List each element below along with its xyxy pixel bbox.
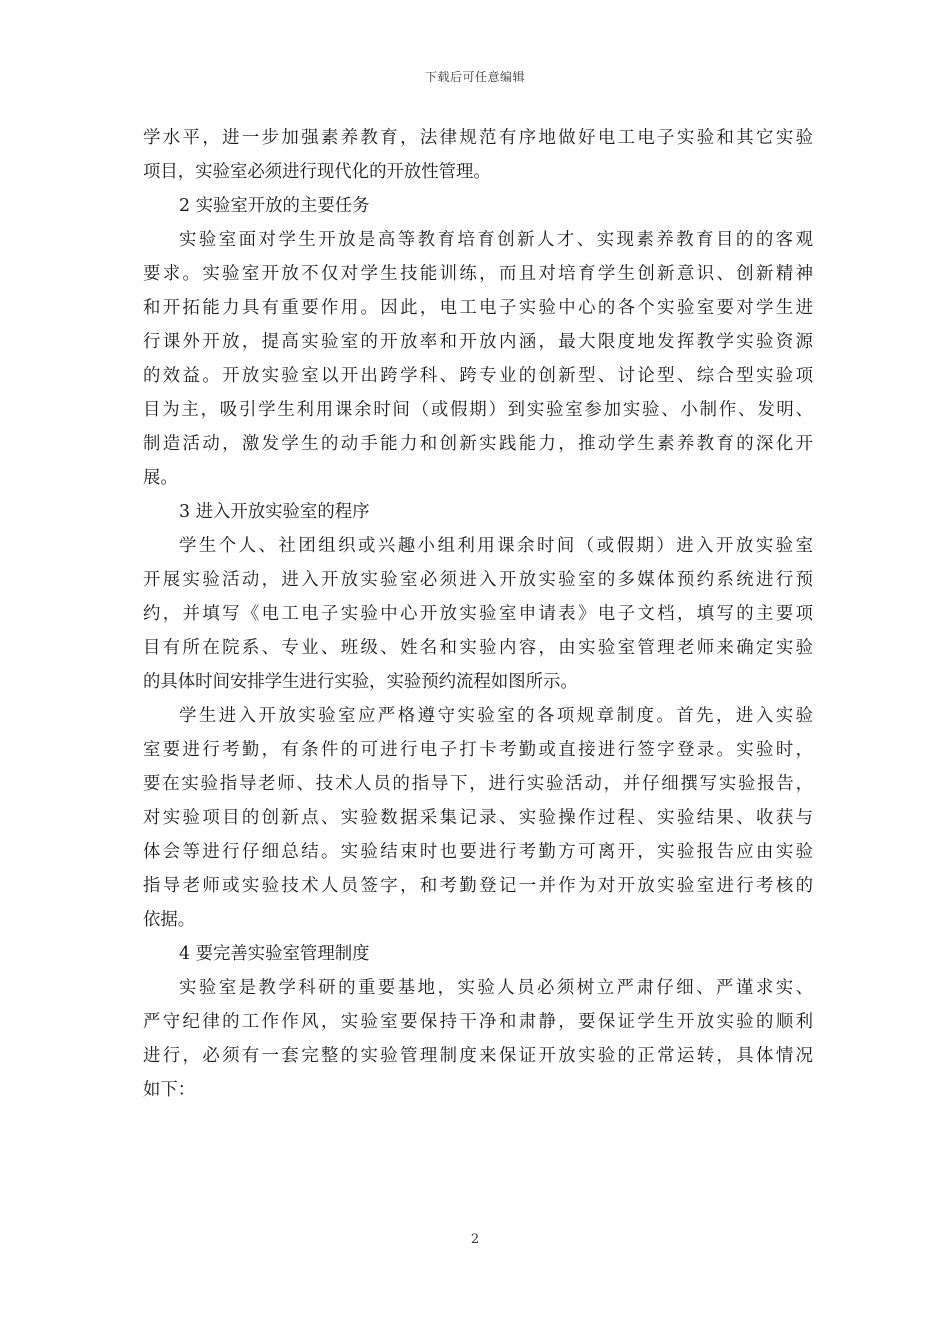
text-line: 的具体时间安排学生进行实验，实验预约流程如图所示。 — [143, 672, 578, 692]
text-line: 制造活动，激发学生的动手能力和创新实践能力，推动学生素养教育的深化开 — [143, 434, 813, 454]
body-text — [143, 121, 813, 1107]
text-line: 严守纪律的工作作风，实验室要保持干净和肃静，要保证学生开放实验的顺利 — [143, 1012, 813, 1032]
text-line: 项目，实验室必须进行现代化的开放性管理。 — [143, 162, 491, 182]
text-line: 室要进行考勤，有条件的可进行电子打卡考勤或直接进行签字登录。实验时， — [143, 740, 813, 760]
text-line: 体会等进行仔细总结。实验结束时也要进行考勤方可离开，实验报告应由实验 — [143, 842, 813, 862]
text-line: 学生个人、社团组织或兴趣小组利用课余时间（或假期）进入开放实验室 — [179, 536, 813, 556]
text-line: 要求。实验室开放不仅对学生技能训练，而且对培育学生创新意识、创新精神 — [143, 264, 813, 284]
text-line: 依据。 — [143, 910, 196, 930]
text-line: 目为主，吸引学生利用课余时间（或假期）到实验室参加实验、小制作、发明、 — [143, 400, 813, 420]
section-heading: 3 进入开放实验室的程序 — [179, 502, 370, 522]
text-line: 对实验项目的创新点、实验数据采集记录、实验操作过程、实验结果、收获与 — [143, 808, 813, 828]
text-line: 如下： — [143, 1080, 196, 1100]
page-header: 下载后可任意编辑 — [424, 70, 525, 84]
section-heading: 2 实验室开放的主要任务 — [179, 196, 370, 216]
page-number: 2 — [470, 1232, 480, 1247]
text-line: 约，并填写《电工电子实验中心开放实验室申请表》电子文档，填写的主要项 — [143, 604, 813, 624]
text-line: 指导老师或实验技术人员签字，和考勤登记一并作为对开放实验室进行考核的 — [143, 876, 813, 896]
text-line: 学生进入开放实验室应严格遵守实验室的各项规章制度。首先，进入实验 — [179, 706, 813, 726]
text-line: 实验室面对学生开放是高等教育培育创新人才、实现素养教育目的的客观 — [179, 230, 813, 250]
text-line: 和开拓能力具有重要作用。因此，电工电子实验中心的各个实验室要对学生进 — [143, 298, 813, 318]
text-line: 行课外开放，提高实验室的开放率和开放内涵，最大限度地发挥教学实验资源 — [143, 332, 813, 352]
text-line: 目有所在院系、专业、班级、姓名和实验内容，由实验室管理老师来确定实验 — [143, 638, 813, 658]
text-line: 进行，必须有一套完整的实验管理制度来保证开放实验的正常运转，具体情况 — [143, 1046, 813, 1066]
text-line: 实验室是教学科研的重要基地，实验人员必须树立严肃仔细、严谨求实、 — [179, 978, 813, 998]
section-heading: 4 要完善实验室管理制度 — [179, 944, 370, 964]
text-line: 学水平，进一步加强素养教育，法律规范有序地做好电工电子实验和其它实验 — [143, 128, 813, 148]
text-line: 展。 — [143, 468, 178, 488]
text-line: 要在实验指导老师、技术人员的指导下，进行实验活动，并仔细撰写实验报告， — [143, 774, 813, 794]
text-line: 的效益。开放实验室以开出跨学科、跨专业的创新型、讨论型、综合型实验项 — [143, 366, 813, 386]
text-line: 开展实验活动，进入开放实验室必须进入开放实验室的多媒体预约系统进行预 — [143, 570, 813, 590]
